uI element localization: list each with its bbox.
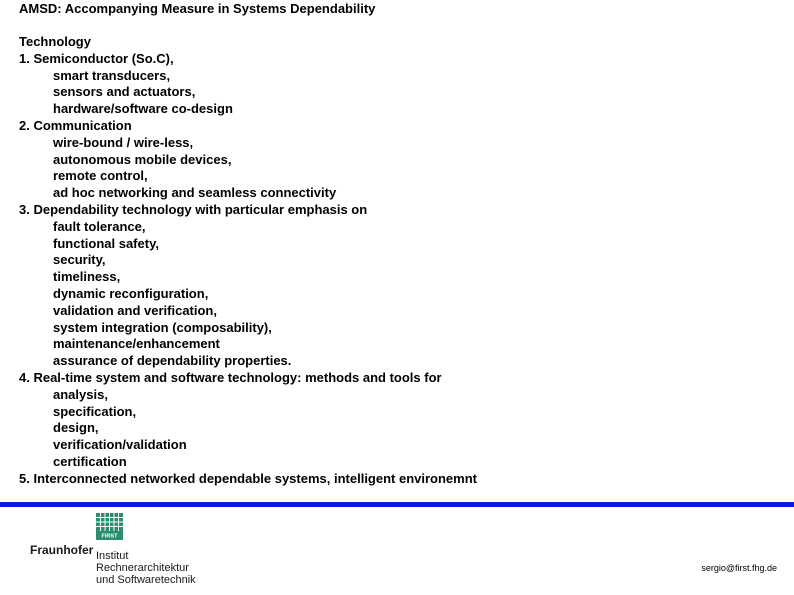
sub-item: fault tolerance,: [53, 218, 146, 234]
institute-line: Rechnerarchitektur: [96, 562, 189, 574]
sub-item: system integration (composability),: [53, 319, 272, 335]
sub-item: design,: [53, 420, 99, 436]
sub-item: wire-bound / wire-less,: [53, 134, 194, 150]
sub-item: maintenance/enhancement: [53, 336, 220, 352]
sub-item: hardware/software co-design: [53, 101, 233, 117]
institute-line: und Softwaretechnik: [96, 574, 196, 586]
technology-list: [19, 51, 779, 488]
sub-item: dynamic reconfiguration,: [53, 285, 209, 301]
sub-item: analysis,: [53, 386, 108, 402]
sub-item: security,: [53, 252, 106, 268]
slide-title: AMSD: Accompanying Measure in Systems Dependability: [19, 1, 376, 16]
sub-item: verification/validation: [53, 437, 187, 453]
first-logo-icon: [96, 513, 123, 540]
sub-item: timeliness,: [53, 269, 121, 285]
sub-item: smart transducers,: [53, 67, 171, 83]
list-item: 1. Semiconductor (So.C),: [19, 50, 174, 66]
list-item: 2. Communication: [19, 117, 132, 133]
sub-item: validation and verification,: [53, 302, 217, 318]
sub-item: certification: [53, 453, 127, 469]
first-logo-text: FIRST: [101, 533, 118, 540]
content-body: [19, 34, 779, 488]
sub-item: sensors and actuators,: [53, 84, 196, 100]
list-item: 5. Interconnected networked dependable systems, intelligent environemnt: [19, 470, 477, 486]
sub-item: autonomous mobile devices,: [53, 151, 232, 167]
content-heading: Technology: [19, 34, 91, 49]
sub-item: remote control,: [53, 168, 148, 184]
sub-item: functional safety,: [53, 235, 159, 251]
sub-item: specification,: [53, 403, 137, 419]
sub-item: ad hoc networking and seamless connectivity: [53, 185, 337, 201]
contact-email[interactable]: sergio@first.fhg.de: [701, 563, 777, 573]
list-item: 4. Real-time system and software technology: methods and tools for: [19, 369, 442, 385]
sub-item: assurance of dependability properties.: [53, 353, 292, 369]
fraunhofer-logo: Fraunhofer: [30, 543, 94, 557]
institute-name: [96, 550, 196, 586]
list-item: 3. Dependability technology with particular emphasis on: [19, 201, 368, 217]
institute-line: Institut: [96, 550, 129, 562]
footer-divider: [0, 502, 794, 507]
